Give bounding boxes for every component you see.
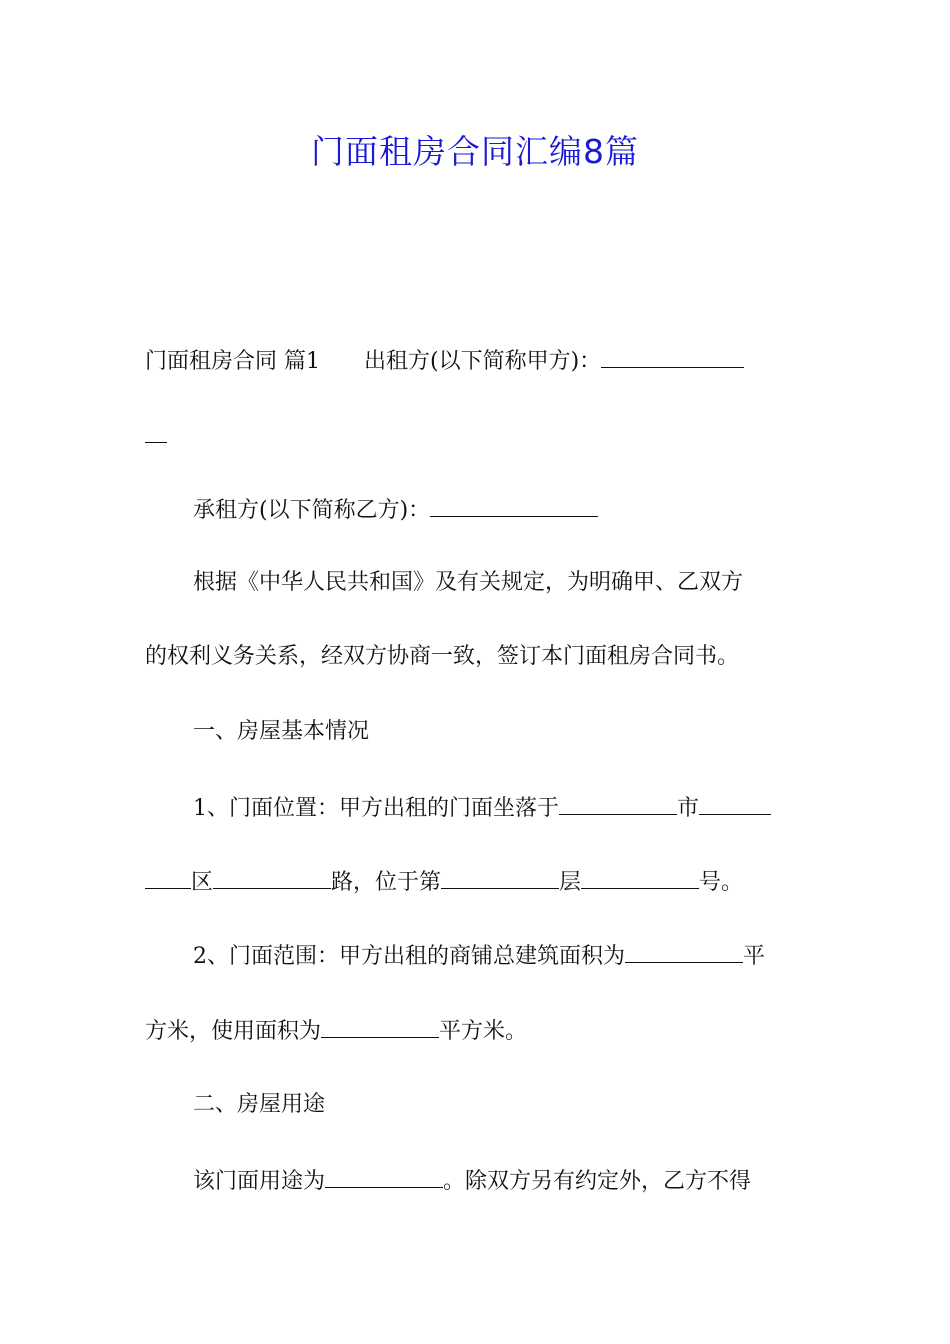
usable-area-blank xyxy=(321,1015,439,1038)
district-blank-tail xyxy=(145,866,191,889)
item2-line-2 xyxy=(145,1015,810,1047)
page-title: 门面租房合同汇编8篇 xyxy=(311,132,639,171)
intro-line-1: 根据《中华人民共和国》及有关规定，为明确甲、乙双方 xyxy=(193,570,744,595)
lessor-blank-tail xyxy=(145,420,167,443)
total-area-blank xyxy=(625,940,743,963)
lessor-blank xyxy=(601,345,744,368)
city-blank xyxy=(559,792,677,815)
usage-suffix: 。除双方另有约定外，乙方不得 xyxy=(443,1169,752,1194)
item2-line-1 xyxy=(193,940,810,972)
item2-prefix: 2、门面范围：甲方出租的商铺总建筑面积为 xyxy=(193,944,625,969)
lessee-line xyxy=(193,494,810,526)
item1-prefix: 1、门面位置：甲方出租的门面坐落于 xyxy=(193,796,559,821)
part1-heading: 一、房屋基本情况 xyxy=(193,719,370,744)
lessee-label: 承租方(以下简称乙方)： xyxy=(193,498,431,523)
usage-line xyxy=(193,1165,810,1197)
section-heading: 门面租房合同 篇1 xyxy=(145,349,320,374)
item1-line-2 xyxy=(145,866,810,898)
item2-unit1: 平 xyxy=(743,944,766,969)
item2-unit2: 平方米。 xyxy=(439,1019,528,1044)
district-blank-head xyxy=(699,792,771,815)
item1-road: 路，位于第 xyxy=(331,870,442,895)
lessor-line xyxy=(145,345,810,377)
usage-prefix: 该门面用途为 xyxy=(193,1169,326,1194)
part2-heading: 二、房屋用途 xyxy=(193,1092,326,1117)
lessor-label: 出租方(以下简称甲方)： xyxy=(364,349,602,374)
item1-line-1 xyxy=(193,792,810,824)
item1-district: 区 xyxy=(191,870,214,895)
item2-line2-prefix: 方米，使用面积为 xyxy=(145,1019,322,1044)
usage-blank xyxy=(325,1165,443,1188)
number-blank xyxy=(581,866,699,889)
item1-floor: 层 xyxy=(559,870,582,895)
lessor-blank-continued xyxy=(145,420,810,452)
floor-blank xyxy=(441,866,559,889)
item1-number: 号。 xyxy=(699,870,744,895)
intro-line-2: 的权利义务关系，经双方协商一致，签订本门面租房合同书。 xyxy=(145,644,740,669)
item1-city: 市 xyxy=(677,796,700,821)
road-blank xyxy=(213,866,331,889)
lessee-blank xyxy=(430,494,598,517)
